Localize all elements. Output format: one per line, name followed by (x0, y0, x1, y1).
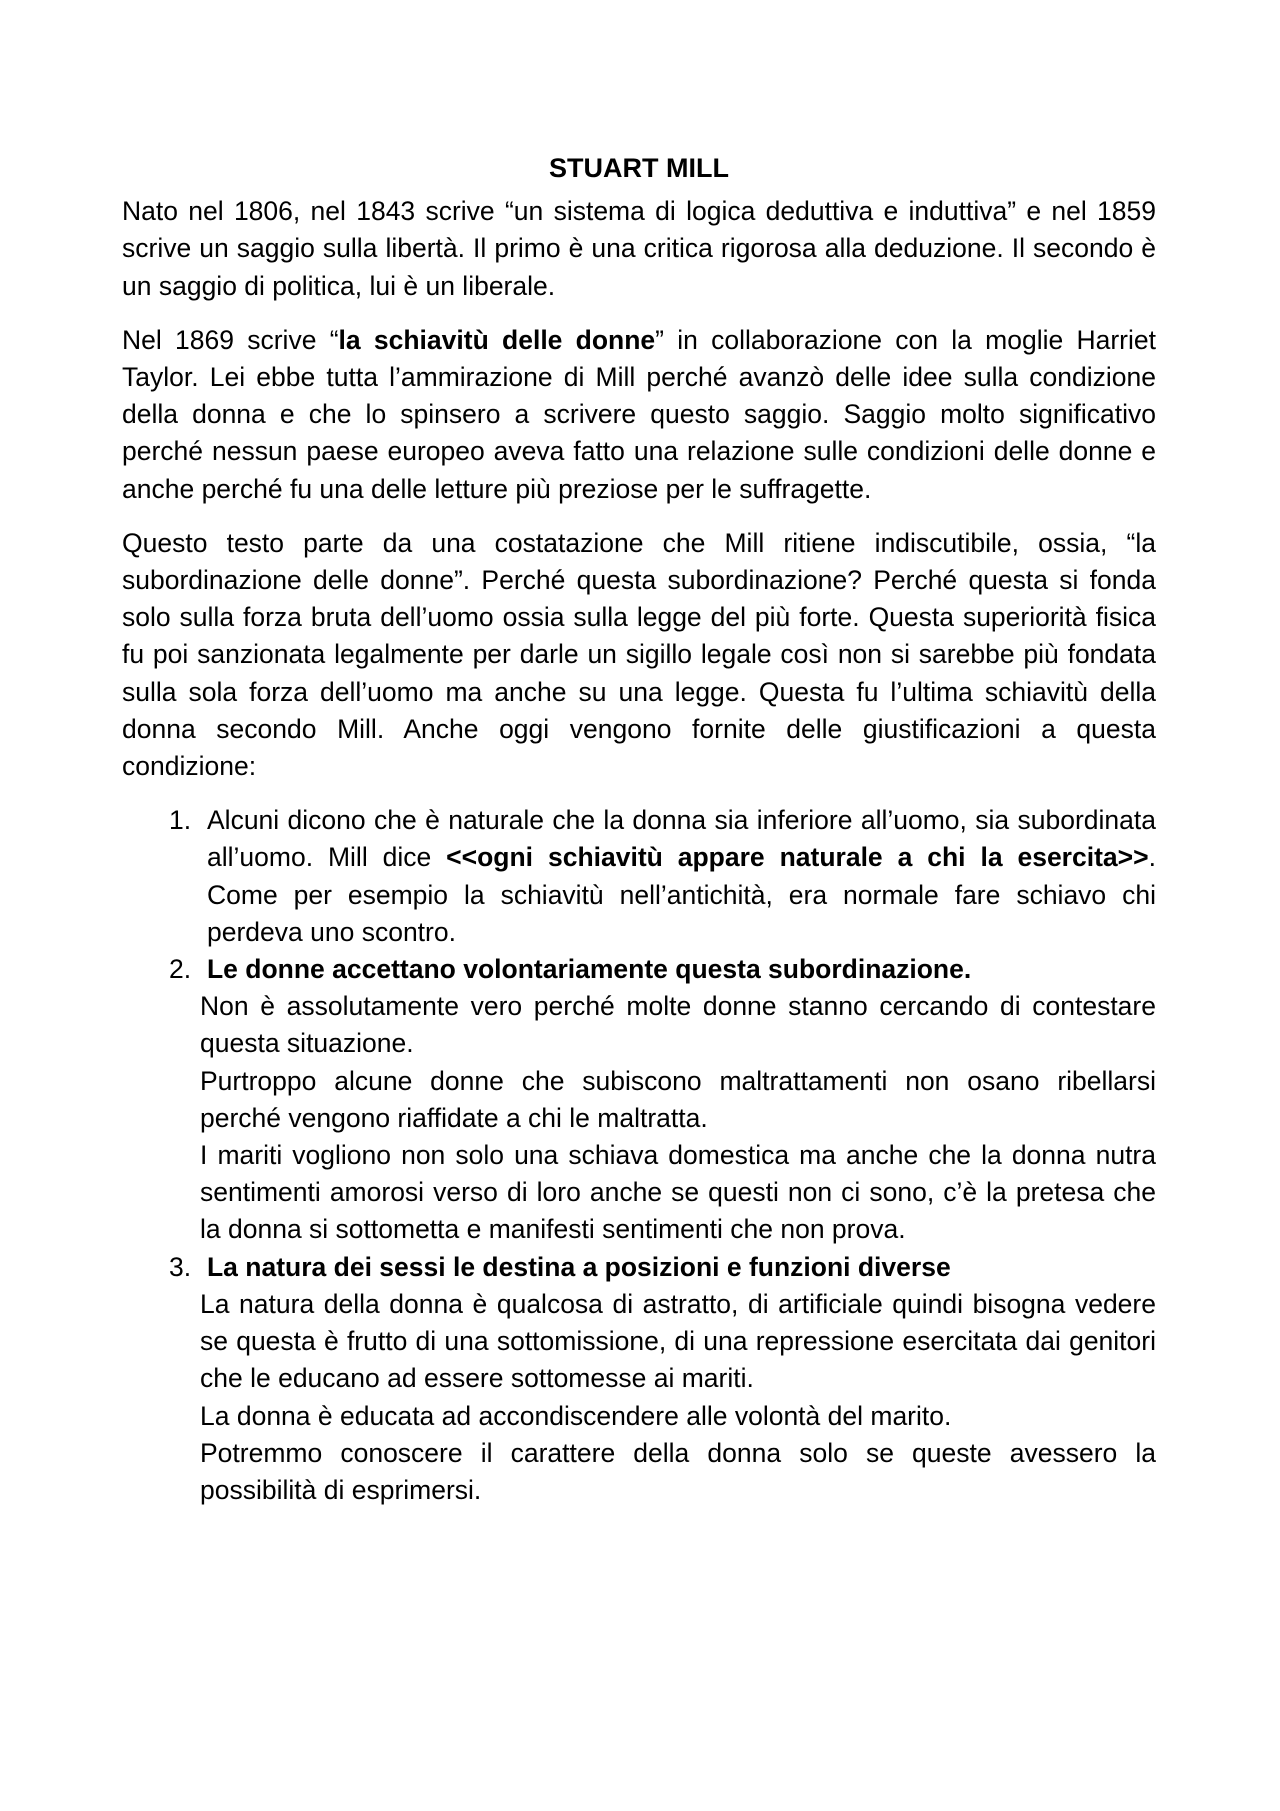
list-item-2-body-1: Non è assolutamente vero perché molte donne stanno cercando di contestare questa situazione. (200, 991, 1156, 1059)
list-item-1-text (207, 802, 1156, 951)
list-item-3-body-3: Potremmo conoscere il carattere della donna solo se queste avessero la possibilità di esprimersi. (200, 1437, 1156, 1505)
list-item-1 (122, 802, 1156, 951)
list-item-3-heading: La natura dei sessi le destina a posizioni e funzioni diverse (207, 1251, 951, 1282)
paragraph-intro: Nato nel 1806, nel 1843 scrive “un sistema di logica deduttiva e induttiva” e nel 1859 scrive un saggio sulla libertà. Il primo è una critica rigorosa alla deduzione. Il secondo è un saggio di politica, lui è un liberale. (122, 196, 1156, 301)
list-item-2 (122, 951, 1156, 1249)
list-item-1-pre: Alcuni dicono che è naturale che la donna sia inferiore all’uomo, sia subordinata all’uomo. Mill dice (207, 805, 1156, 873)
justifications-list (122, 802, 1156, 1509)
paragraph-schiavitu-post: ” in collaborazione con la moglie Harriet Taylor. Lei ebbe tutta l’ammirazione di Mill perché avanzò delle idee sulla condizione della donna e che lo spinsero a scrivere questo saggio. Saggio molto significativo perché nessun paese europeo aveva fatto una relazione sulle condizioni delle donne e anche perché fu una delle letture più preziose per le suffragette. (122, 324, 1156, 504)
list-item-3-body-2: La donna è educata ad accondiscendere alle volontà del marito. (200, 1400, 952, 1431)
list-item-1-post: . Come per esempio la schiavitù nell’antichità, era normale fare schiavo chi perdeva uno scontro. (207, 842, 1156, 947)
document-page (122, 150, 1156, 1509)
paragraph-subordinazione: Questo testo parte da una costatazione che Mill ritiene indiscutibile, ossia, “la subordinazione delle donne”. Perché questa subordinazione? Perché questa si fonda solo sulla forza bruta dell’uomo ossia sulla legge del più forte. Questa superiorità fisica fu poi sanzionata legalmente per darle un sigillo legale così non si sarebbe più fondata sulla sola forza dell’uomo ma anche su una legge. Questa fu l’ultima schiavitù della donna secondo Mill. Anche oggi vengono fornite delle giustificazioni a questa condizione: (122, 527, 1156, 782)
list-item-2-body-2: Purtroppo alcune donne che subiscono maltrattamenti non osano ribellarsi perché vengono riaffidate a chi le maltratta. (200, 1065, 1156, 1133)
list-item-2-heading: Le donne accettano volontariamente questa subordinazione. (207, 954, 972, 985)
list-item-2-body-3: I mariti vogliono non solo una schiava domestica ma anche che la donna nutra sentimenti amorosi verso di loro anche se questi non ci sono, c’è la pretesa che la donna si sottometta e manifesti sentimenti che non prova. (200, 1140, 1156, 1245)
page-title: STUART MILL (549, 153, 729, 183)
paragraph-schiavitu (122, 322, 1156, 508)
list-item-3-body-1: La natura della donna è qualcosa di astratto, di artificiale quindi bisogna vedere se questa è frutto di una sottomissione, di una repressione esercitata dai genitori che le educano ad essere sottomesse ai mariti. (200, 1288, 1156, 1394)
list-number-1: 1. (169, 805, 192, 836)
paragraph-schiavitu-pre: Nel 1869 scrive “ (122, 324, 339, 355)
list-number-2: 2. (169, 954, 192, 985)
list-item-3 (122, 1249, 1156, 1509)
paragraph-schiavitu-title: la schiavitù delle donne (338, 324, 656, 355)
list-item-1-quote: <<ogni schiavitù appare naturale a chi la esercita>> (446, 842, 1149, 873)
list-number-3: 3. (169, 1251, 192, 1282)
